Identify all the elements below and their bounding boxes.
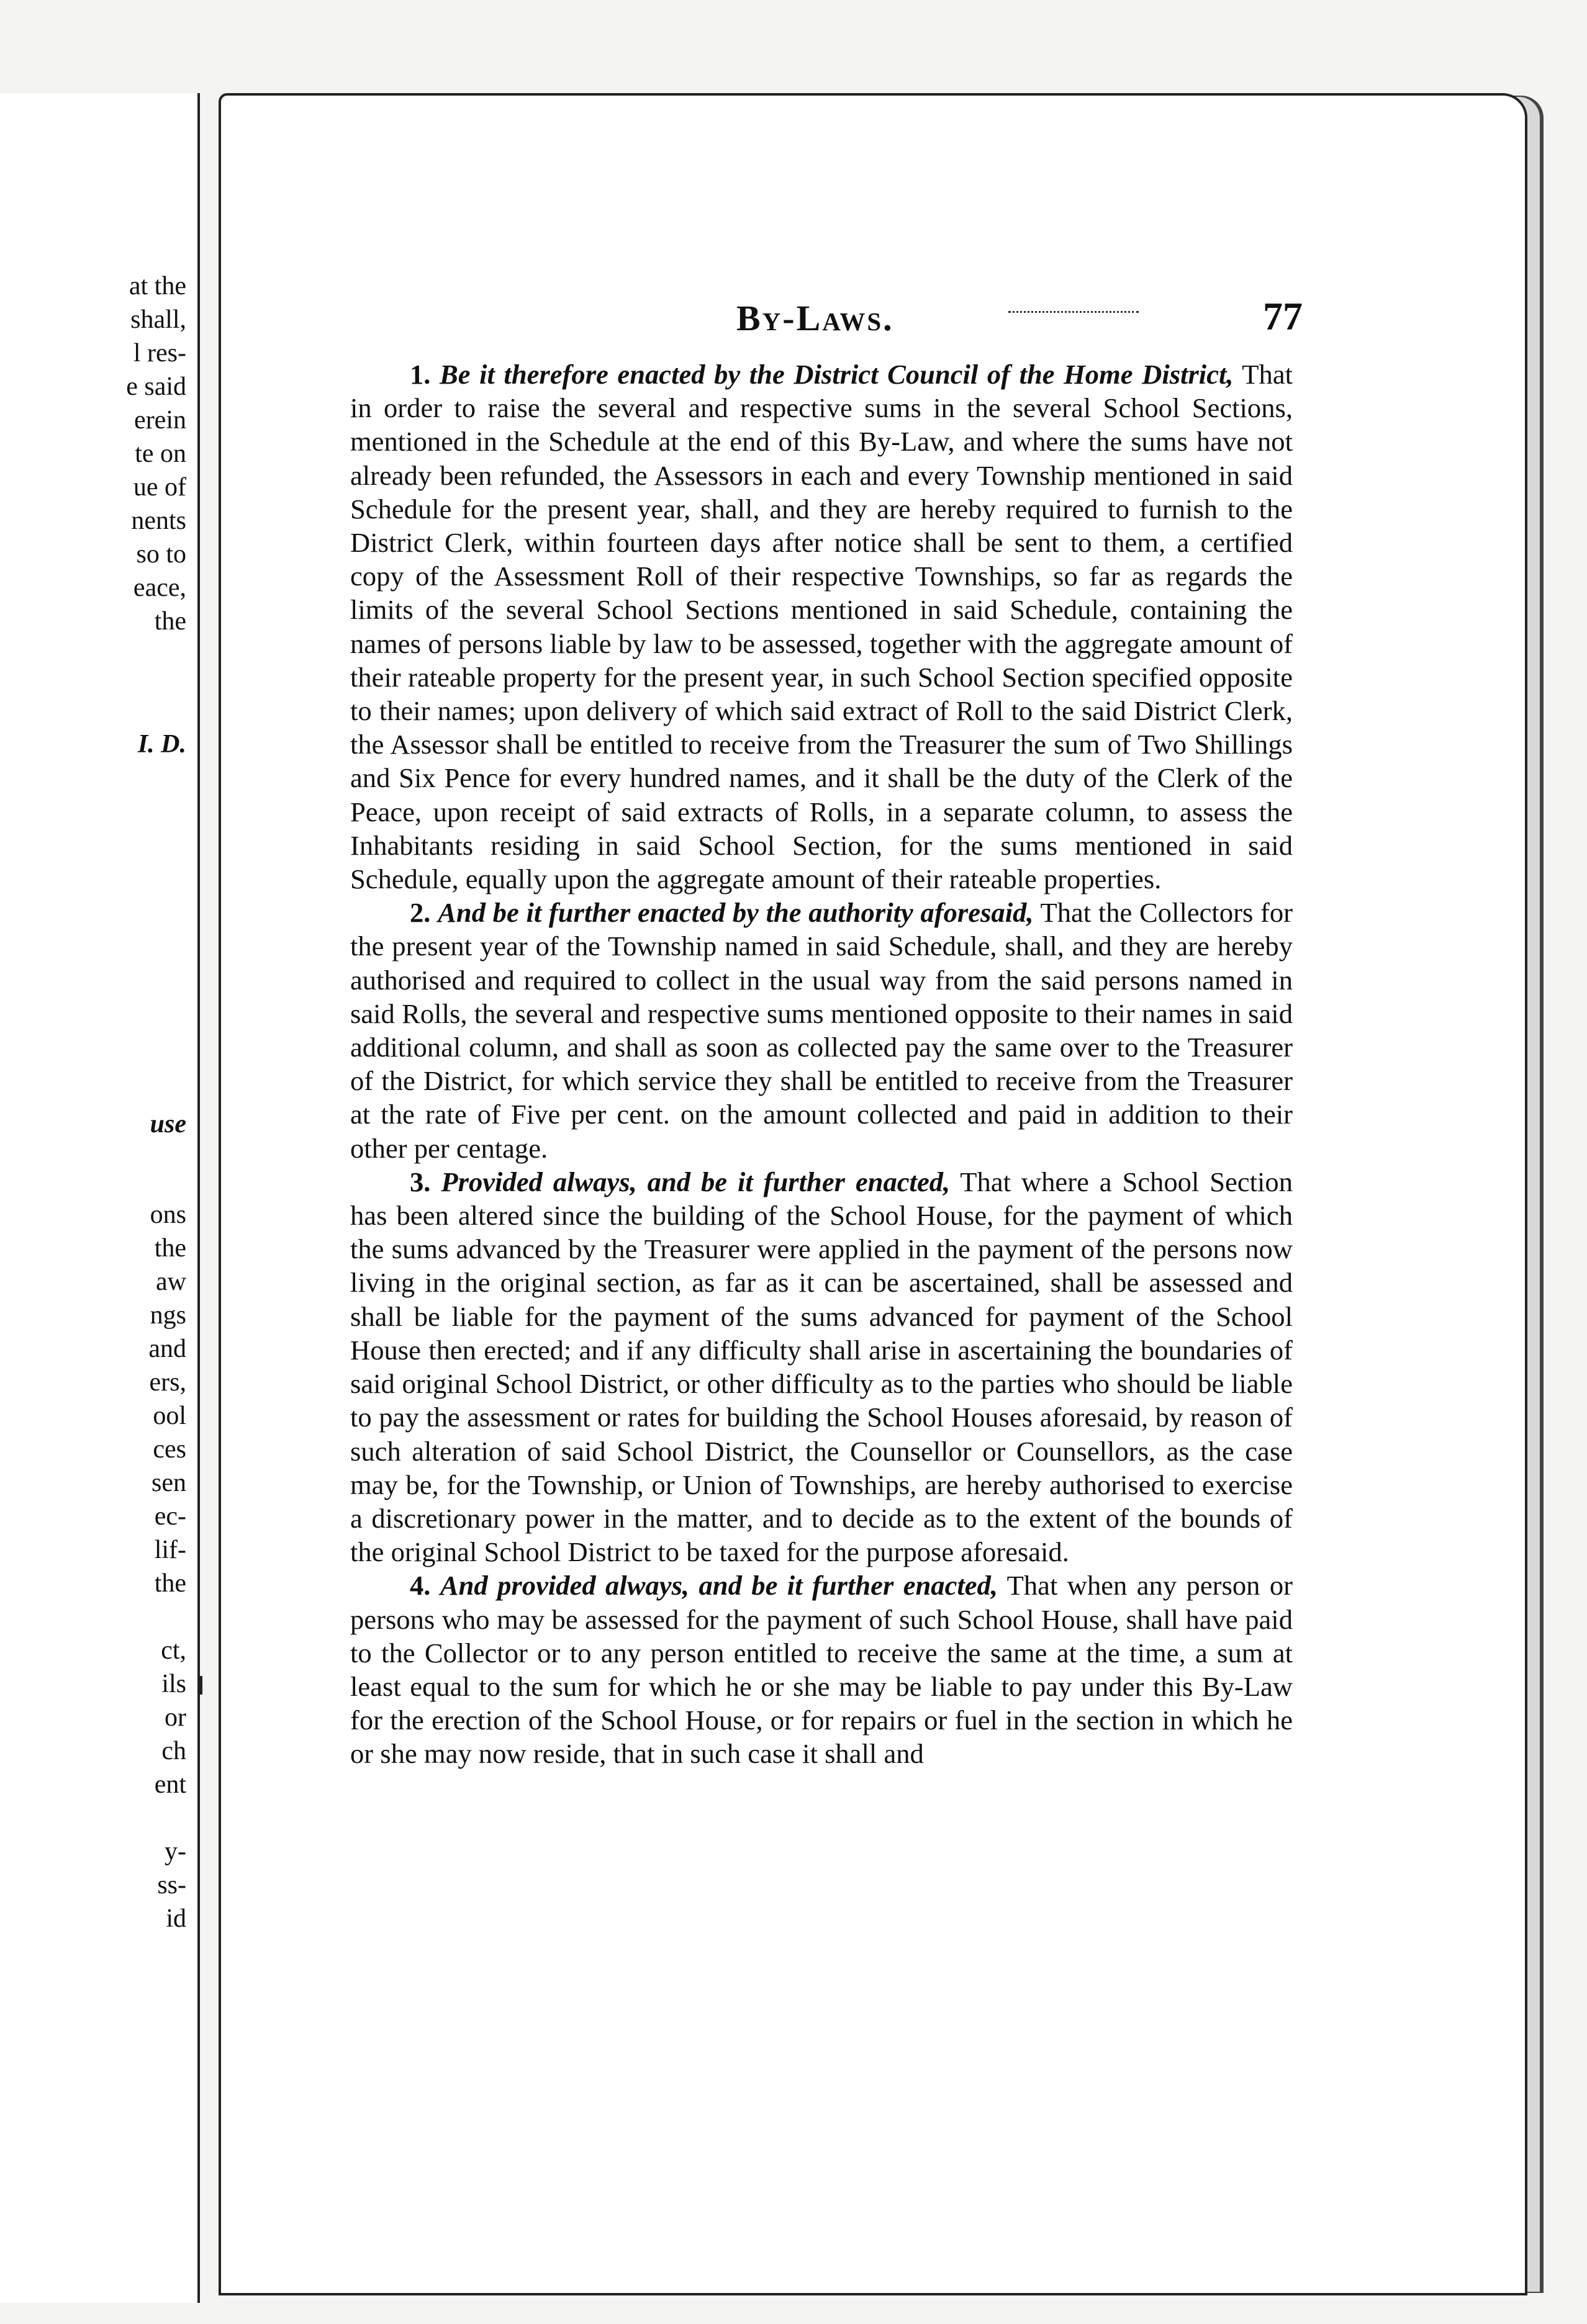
page-number: 77 (1263, 294, 1303, 338)
left-page-line: so to (136, 540, 186, 569)
left-page-line: ons (150, 1200, 186, 1229)
left-page-line: and (148, 1335, 186, 1363)
section-text: That where a School Section has been altered since the building of the School House, for the payment of which the sums advanced by the Treasurer were applied in the payment of the persons now living in the original section, as far as it can be ascertained, shall be assessed and shall be liable for the payment of the sums advanced for payment of the School House then erected; and if any difficulty shall arise in ascertaining the boundaries of said original School District, or other difficulty as to the parties who should be liable to pay the assessment or rates for building the School Houses aforesaid, by reason of such alteration of said School District, the Counsellor or Counsellors, as the case may be, for the Township, or Union of Townships, are hereby authorised to exercise a discretionary power in the matter, and to decide as to the extent of the bounds of the original School District to be taxed for the purpose aforesaid. (350, 1166, 1293, 1568)
section-paragraph-3 (350, 1165, 1293, 1569)
left-page-line: at the (129, 272, 186, 300)
left-page-line: use (150, 1110, 186, 1138)
section-paragraph-1 (350, 358, 1293, 896)
left-page-line: I. D. (137, 730, 186, 759)
enacting-clause: And provided always, and be it further enacted, (440, 1570, 998, 1601)
right-page (219, 93, 1527, 2295)
left-page-line: id (166, 1904, 186, 1933)
section-text: That in order to raise the several and respective sums in the several School Sections, mentioned in the Schedule at the end of this By-Law, and where the sums have not already been refunded, the Assessors in each and every Township mentioned in said Schedule for the present year, shall, and they are hereby required to furnish to the District Clerk, within fourteen days after notice shall be sent to them, a certified copy of the Assessment Roll of their respective Townships, so far as regards the limits of the several School Sections mentioned in said Schedule, containing the names of persons liable by law to be assessed, together with the aggregate amount of their rateable property for the present year, in such School Section specified opposite to their names; upon delivery of which said extract of Roll to the said District Clerk, the Assessor shall be entitled to receive from the Treasurer the sum of Two Shillings and Six Pence for every hundred names, and it shall be the duty of the Clerk of the Peace, upon receipt of said extracts of Rolls, in a separate column, to assess the Inhabitants residing in said School Section, for the sums mentioned in said Schedule, equally upon the aggregate amount of their rateable properties. (350, 359, 1293, 895)
left-page-line: ers, (149, 1368, 186, 1397)
left-page-line: ent (154, 1770, 186, 1799)
left-page-line: nents (131, 507, 186, 535)
section-paragraph-2 (350, 896, 1293, 1165)
left-page-line: ngs (150, 1301, 186, 1330)
section-text: That when any person or persons who may be assessed for the payment of such School House, shall have paid to the Collector or to any person entitled to receive the same at the time, a sum at least equal to the sum for which he or she may be liable to pay under this By-Law for the erection of the School House, or for repairs or fuel in the section in which he or she may now reside, that in such case it shall and (350, 1570, 1293, 1770)
left-page-line: ue of (133, 473, 186, 502)
left-page-line: ch (161, 1737, 186, 1765)
left-page-line: l res- (133, 339, 186, 367)
section-number: 4. (410, 1570, 431, 1601)
left-page-line: te on (135, 439, 186, 468)
left-page-fragment (0, 93, 200, 2303)
left-page-line: erein (134, 406, 186, 435)
left-page-line: lif- (154, 1536, 186, 1564)
enacting-clause: Be it therefore enacted by the District Council of the Home District, (440, 359, 1234, 390)
left-page-line: ct, (161, 1636, 186, 1665)
section-number: 2. (410, 897, 431, 929)
left-page-line: ils (161, 1670, 186, 1698)
running-head (221, 294, 1525, 341)
left-page-line: shall, (130, 305, 186, 334)
left-page-line: or (165, 1703, 186, 1732)
bylaw-body-text (350, 358, 1293, 1771)
enacting-clause: Provided always, and be it further enacted, (441, 1166, 951, 1197)
left-page-line: the (154, 1569, 186, 1598)
left-page-line: the (154, 1234, 186, 1263)
enacting-clause: And be it further enacted by the authority aforesaid, (438, 897, 1034, 929)
left-page-line: ec- (154, 1502, 186, 1531)
left-page-line: e said (126, 372, 186, 401)
left-page-line: ss- (157, 1871, 186, 1899)
section-text: That the Collectors for the present year of the Township named in said Schedule, shall, and they are hereby authorised and required to collect in the usual way from the said persons named in said Rolls, the several and respective sums mentioned opposite to their names in said additional column, and shall as soon as collected pay the same over to the Treasurer of the District, for which service they shall be entitled to receive from the Treasurer at the rate of Five per cent. on the amount collected and paid in addition to their other per centage. (350, 897, 1293, 1164)
left-page-line: sen (151, 1469, 186, 1497)
left-page-line: ces (153, 1435, 186, 1464)
left-page-line: the (154, 607, 186, 636)
binding-thread-mark (197, 1676, 202, 1695)
left-page-line: ool (153, 1402, 186, 1430)
section-number: 3. (410, 1166, 431, 1197)
section-paragraph-4 (350, 1569, 1293, 1770)
running-head-title: By-Laws. (736, 298, 894, 338)
printer-ornament-mark (1008, 311, 1139, 319)
left-page-line: y- (165, 1837, 186, 1866)
section-number: 1. (410, 359, 431, 390)
left-page-line: aw (156, 1268, 186, 1296)
left-page-line: eace, (133, 574, 186, 602)
